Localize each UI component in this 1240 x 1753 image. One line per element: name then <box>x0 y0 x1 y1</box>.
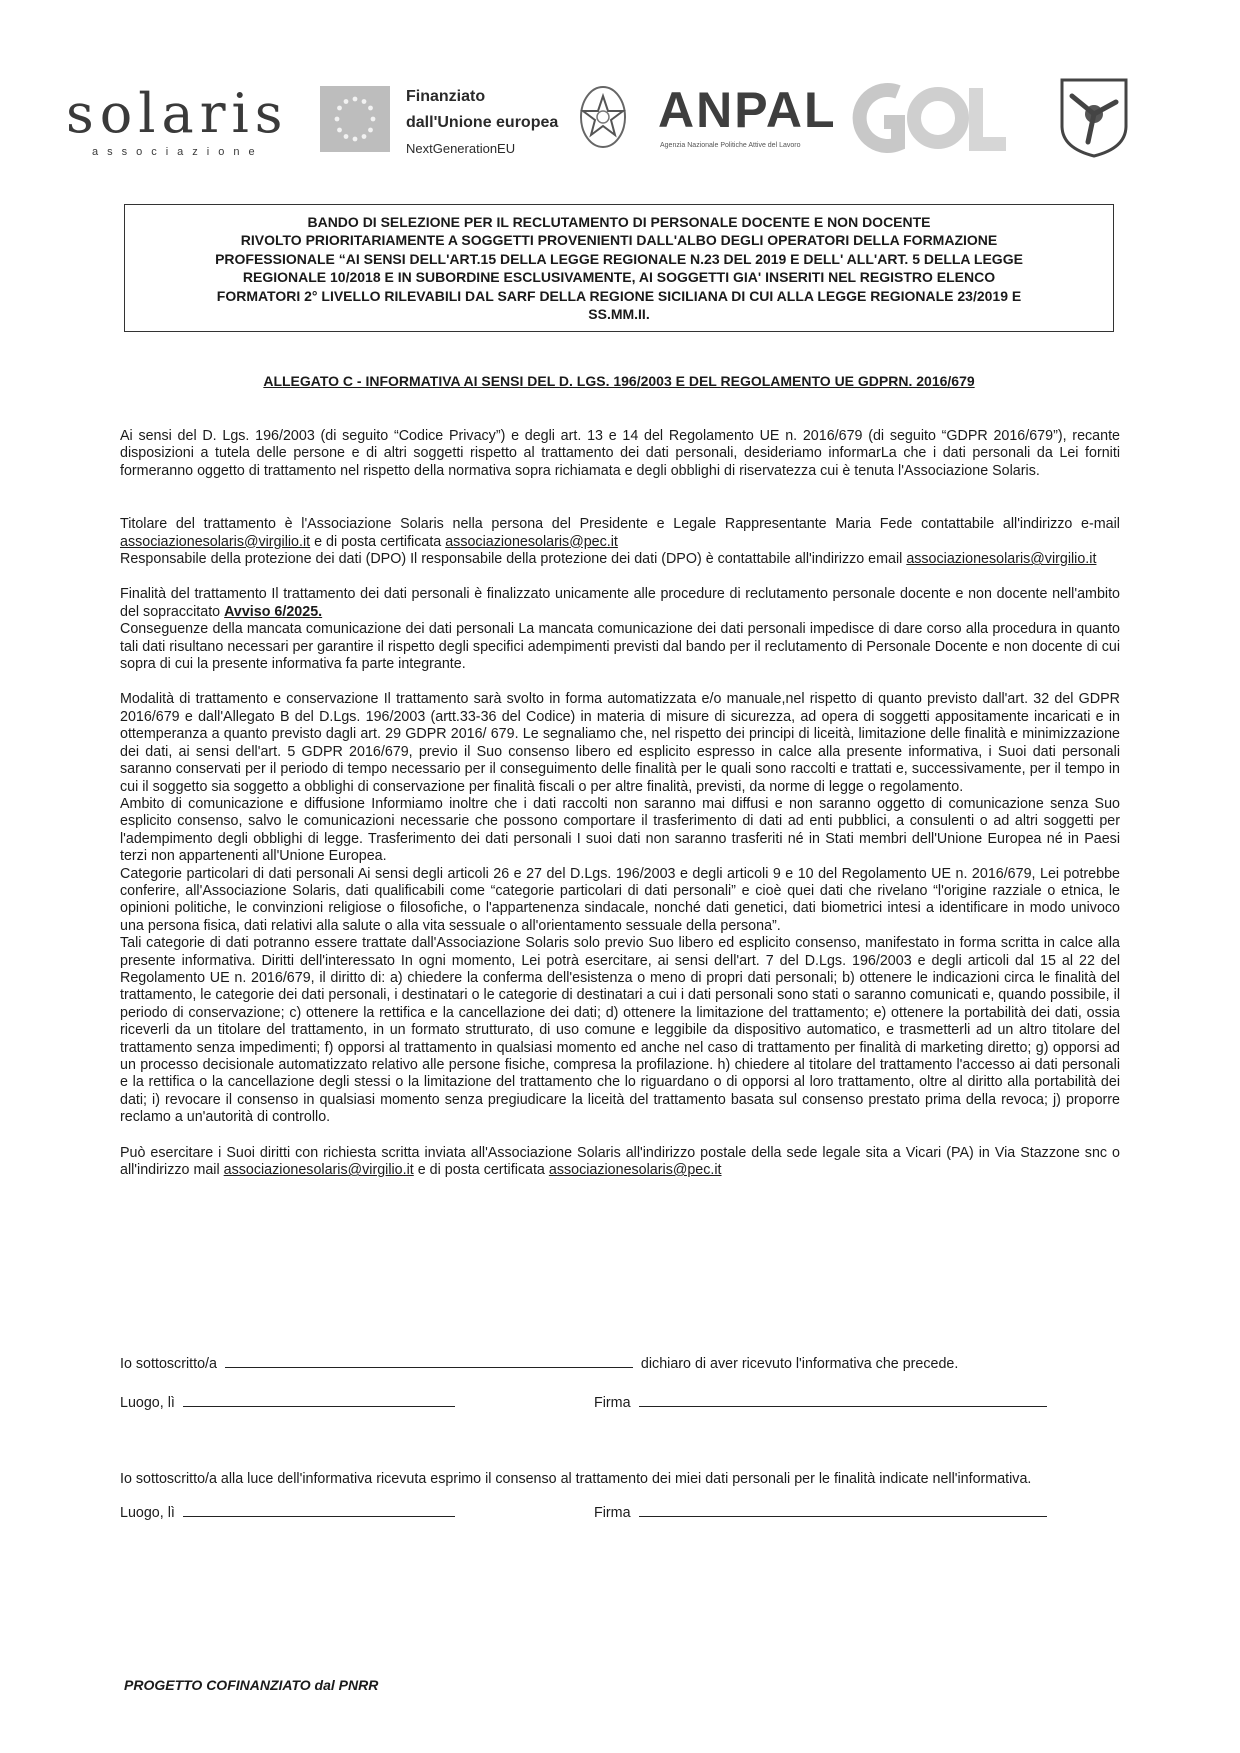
paragraph-diritti: Tali categorie di dati potranno essere trattate dall'Associazione Solaris solo previo Suo libero ed esplicito consenso, manifestato in forma scritta in calce alla presente informativa. Diritti dell'interessato In ogni momento, Lei potrà esercitare, ai sensi dell'art. 7 del D.Lgs. 196/2003 e degli articoli dal 15 al 22 del Regolamento UE n. 2016/679, il diritto di: a) chiedere la conferma dell'esistenza o meno di propri dati personali; b) ottenere le indicazioni circa le finalità del trattamento, le categorie dei dati personali, i destinatari o le categorie di destinatari a cui i dati personali sono stati o saranno comunicati e, quando possibile, il periodo di conservazione; c) ottenere la rettifica e la cancellazione dei dati; d) ottenere la limitazione del trattamento; e) ottenere la portabilità dei dati, ossia riceverli da un titolare del trattamento, in un formato strutturato, di uso comune e leggibile da dispositivo automatico, e trasmetterli ad un altro titolare del trattamento senza impedimenti; f) opporsi al trattamento in qualsiasi momento ed anche nel caso di trattamento per finalità di marketing diretto; g) opporsi ad un processo decisionale automatizzato relativo alle persone fisiche, compresa la profilazione. h) chiedere al titolare del trattamento l'accesso ai dati personali e la rettifica o la cancellazione degli stessi o la limitazione del trattamento che lo riguardano o di opporsi al loro trattamento, oltre al diritto alla portabilità dei dati; i) revocare il consenso in qualsiasi momento senza pregiudicare la liceità del trattamento basata sul consenso prestato prima della revoca; j) proporre reclamo a un'autorità di controllo. <box>120 935 1120 1126</box>
informativa-body <box>120 428 1120 1179</box>
anpal-logo <box>658 82 837 154</box>
bando-title-line: FORMATORI 2° LIVELLO RILEVABILI DAL SARF DELLA REGIONE SICILIANA DI CUI ALLA LEGGE REGIONALE 23/2019 E <box>216 287 1022 304</box>
declaration-row <box>120 1356 958 1372</box>
sicily-region-emblem-icon <box>1058 76 1130 158</box>
paragraph-conseguenze: Conseguenze della mancata comunicazione dei dati personali La mancata comunicazione dei dati personali impedisce di dare corso alla procedura in quanto tali dati risultano necessari per garantire il rispetto degli specifici adempimenti previsti dal bando per il reclutamento di Personale Docente e non docente di cui sopra di cui la presente informativa fa parte integrante. <box>120 621 1120 673</box>
solaris-logo <box>66 84 296 162</box>
paragraph-esercizio-diritti <box>120 1145 1120 1180</box>
paragraph-text: Titolare del trattamento è l'Associazione Solaris nella persona del Presidente e Legale Rappresentante Maria Fede contattabile all'indirizzo e-mail <box>120 516 1120 533</box>
place-date-row-2 <box>120 1505 459 1521</box>
bando-title-line: BANDO DI SELEZIONE PER IL RECLUTAMENTO DI PERSONALE DOCENTE E NON DOCENTE <box>307 213 931 230</box>
solaris-logo-word: solaris <box>66 82 289 145</box>
bando-title-box <box>124 204 1114 332</box>
email-link[interactable]: associazionesolaris@virgilio.it <box>223 1162 414 1179</box>
eu-nextgen-logo <box>320 80 560 160</box>
header-logos <box>58 70 1158 170</box>
paragraph-comunicazione: Ambito di comunicazione e diffusione Informiamo inoltre che i dati raccolti non saranno mai diffusi e non saranno oggetto di comunicazione senza Suo esplicito consenso, salvo le comunicazioni necessarie che possono comportare il trasferimento di dati ad enti pubblici, a consulenti o ad altri soggetti per l'adempimento degli obblighi di legge. Trasferimento dei dati personali I suoi dati non saranno trasferiti né in Stati membri dell'Unione Europea né in Paesi terzi non appartenenti all'Unione Europea. <box>120 795 1120 865</box>
paragraph-titolare <box>120 516 1120 551</box>
paragraph-text: Responsabile della protezione dei dati (DPO) Il responsabile della protezione dei dati (DPO) è contattabile all'indirizzo email <box>120 551 907 568</box>
signature-label: Firma <box>594 1505 631 1521</box>
anpal-logo-subtitle: Agenzia Nazionale Politiche Attive del Lavoro <box>660 142 801 149</box>
bando-title-line: REGIONALE 10/2018 E IN SUBORDINE ESCLUSIVAMENTE, AI SOGGETTI GIA' INSERITI NEL REGISTRO ELENCO <box>242 269 996 285</box>
eu-logo-text <box>406 84 558 162</box>
anpal-logo-word: ANPAL <box>658 82 837 138</box>
paragraph-dpo <box>120 551 1120 568</box>
paragraph-text: e di posta certificata <box>310 533 446 550</box>
avviso-reference: Avviso 6/2025. <box>224 603 323 620</box>
paragraph-text: e di posta certificata <box>413 1162 549 1179</box>
paragraph-finalita <box>120 586 1120 621</box>
bando-title <box>139 213 1099 324</box>
signature-row-1 <box>594 1395 1051 1411</box>
signature-label: Firma <box>594 1395 631 1411</box>
eu-logo-line1: Finanziato <box>406 88 486 105</box>
gol-logo <box>848 78 1008 158</box>
eu-logo-line2: dall'Unione europea <box>406 114 559 131</box>
consent-text: Io sottoscritto/a alla luce dell'informativa ricevuta esprimo il consenso al trattamento dei miei dati personali per le finalità indicate nell'informativa. <box>120 1471 1032 1487</box>
bando-title-line: SS.MM.II. <box>588 306 650 322</box>
place-date-field[interactable] <box>183 1405 455 1407</box>
place-date-label: Luogo, lì <box>120 1505 175 1521</box>
signature-field[interactable] <box>639 1515 1047 1517</box>
paragraph-text: Finalità del trattamento Il trattamento dei dati personali è finalizzato unicamente alle procedure di reclutamento personale docente e non docente nell'ambito del sopraccitato <box>120 586 1120 620</box>
pnrr-footer: PROGETTO COFINANZIATO dal PNRR <box>124 1677 379 1693</box>
eu-logo-line3: NextGenerationEU <box>406 141 516 156</box>
solaris-logo-subtitle: associazione <box>92 146 264 158</box>
pec-email-link[interactable]: associazionesolaris@pec.it <box>445 533 618 550</box>
pec-email-link[interactable]: associazionesolaris@pec.it <box>548 1162 722 1179</box>
paragraph-text: Può esercitare i Suoi diritti con richiesta scritta inviata all'Associazione Solaris all'indirizzo postale della sede legale sita a Vicari (PA) in Via Stazzone snc o all'indirizzo mail <box>120 1144 1120 1179</box>
italian-republic-emblem-icon <box>578 82 628 152</box>
dpo-email-link[interactable]: associazionesolaris@virgilio.it <box>906 551 1097 568</box>
declaration-text: dichiaro di aver ricevuto l'informativa che precede. <box>640 1356 959 1372</box>
undersigned-label: Io sottoscritto/a <box>120 1356 217 1372</box>
place-date-field[interactable] <box>183 1515 455 1517</box>
paragraph-modalita: Modalità di trattamento e conservazione Il trattamento sarà svolto in forma automatizzata e/o manuale,nel rispetto di quanto previsto dall'art. 32 del GDPR 2016/679 e dall'Allegato B del D.Lgs. 196/2003 (artt.33-36 del Codice) in materia di misure di sicurezza, ad opera di soggetti appositamente incaricati e in ottemperanza a quanto previsto dagli art. 29 GDPR 2016/ 679. Le segnaliamo che, nel rispetto dei principi di liceità, limitazione delle finalità e minimizzazione dei dati, ai sensi dell'art. 5 GDPR 2016/679, previo il Suo consenso libero ed esplicito espresso in calce alla presente informativa, i Suoi dati personali saranno conservati per il periodo di tempo necessario per il conseguimento delle finalità per le quali sono raccolti e trattati e, successivamente, per il tempo in cui il soggetto sia soggetto a obblighi di conservazione per finalità fiscali o per altre finalità, previsti, da norme di legge o regolamento. <box>120 691 1120 795</box>
signature-field[interactable] <box>639 1405 1047 1407</box>
place-date-row-1 <box>120 1395 459 1411</box>
allegato-subtitle: ALLEGATO C - INFORMATIVA AI SENSI DEL D. LGS. 196/2003 E DEL REGOLAMENTO UE GDPRN. 2016/679 <box>263 373 975 389</box>
bando-title-line: PROFESSIONALE “AI SENSI DELL'ART.15 DELLA LEGGE REGIONALE N.23 DEL 2019 E DELL' ALL'ART. 5 DELLA LEGGE <box>215 250 1023 267</box>
undersigned-name-field[interactable] <box>225 1366 633 1368</box>
signature-row-2 <box>594 1505 1051 1521</box>
bando-title-line: RIVOLTO PRIORITARIAMENTE A SOGGETTI PROVENIENTI DALL'ALBO DEGLI OPERATORI DELLA FORMAZIONE <box>240 232 998 248</box>
email-link[interactable]: associazionesolaris@virgilio.it <box>120 533 311 550</box>
paragraph-categorie: Categorie particolari di dati personali Ai sensi degli articoli 26 e 27 del D.Lgs. 196/2003 e degli articoli 9 e 10 del Regolamento UE n. 2016/679, Lei potrebbe conferire, all'Associazione Solaris, dati qualificabili come “categorie particolari di dati personali” e cioè quei dati che rivelano “l'origine razziale o etnica, le opinioni politiche, le convinzioni religiose o filosofiche, o l'appartenenza sindacale, nonché dati genetici, dati biometrici intesi a identificare in modo univoco una persona fisica, dati relativi alla salute o alla vita sessuale o all'orientamento sessuale della persona”. <box>120 865 1120 934</box>
paragraph-intro: Ai sensi del D. Lgs. 196/2003 (di seguito “Codice Privacy”) e degli art. 13 e 14 del Regolamento UE n. 2016/679 (di seguito “GDPR 2016/679”), recante disposizioni a tutela delle persone e di altri soggetti rispetto al trattamento dei dati personali, desideriamo informarLa che i dati personali da Lei forniti formeranno oggetto di trattamento nel rispetto della normativa sopra richiamata e degli obblighi di riservatezza cui è tenuta l'Associazione Solaris. <box>120 428 1120 479</box>
place-date-label: Luogo, lì <box>120 1395 175 1411</box>
eu-flag-icon <box>320 86 390 152</box>
